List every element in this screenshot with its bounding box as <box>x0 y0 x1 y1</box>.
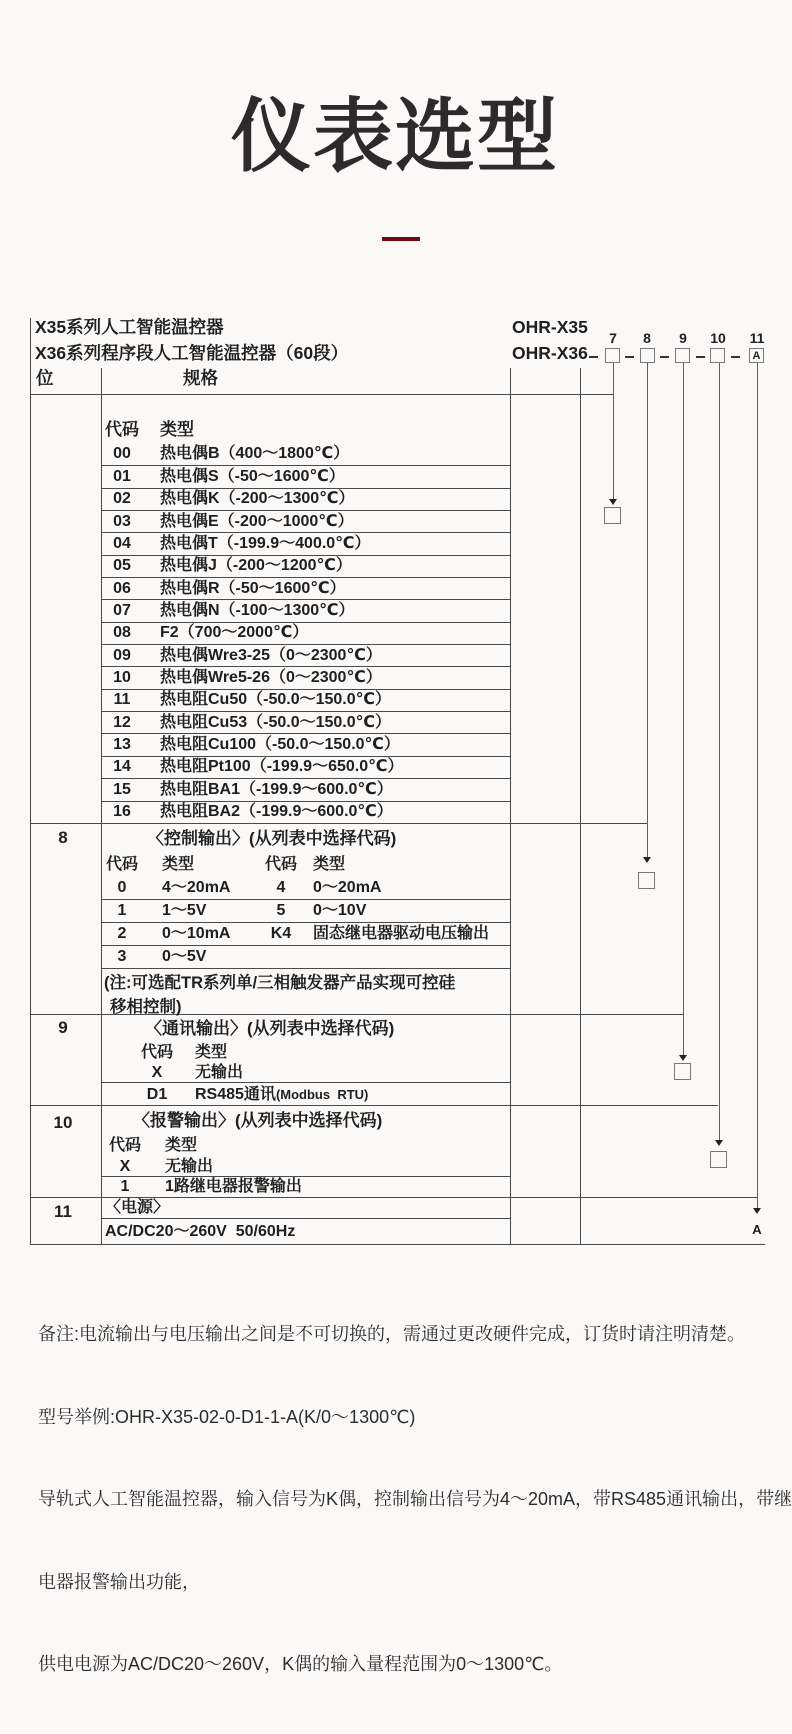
power-value: AC/DC20～260V 50/60Hz <box>105 1222 296 1240</box>
connector-line-9 <box>683 363 684 1055</box>
comm-type <box>195 1087 368 1103</box>
control-type: 0～10V <box>313 902 367 919</box>
model-box-11-suffix: A <box>749 348 764 363</box>
sensor-type: 热电阻Cu50（-50.0～150.0℃） <box>160 691 392 709</box>
table-extra-column-divider <box>580 368 581 1245</box>
sensor-type: 热电阻Cu53（-50.0～150.0℃） <box>160 713 392 731</box>
connector-line-11 <box>757 363 758 1208</box>
sensor-type: 热电偶Wre3-25（0～2300℃） <box>160 646 382 664</box>
sensor-type: 热电偶R（-50～1600℃） <box>160 579 346 597</box>
target-box-7 <box>604 507 621 524</box>
sensor-type: 热电偶K（-200～1300℃） <box>160 490 355 508</box>
arrow-down-icon <box>643 857 651 863</box>
table-row <box>101 900 510 923</box>
table-row <box>101 599 510 621</box>
table-header-divider <box>30 394 613 395</box>
sensor-type: 热电偶B（400～1800℃） <box>160 445 350 463</box>
control-rows <box>101 877 510 969</box>
control-type: 固态继电器驱动电压输出 <box>313 925 490 942</box>
comm-code: D1 <box>146 1085 168 1103</box>
control-code: 2 <box>117 925 127 942</box>
table-row <box>101 756 510 778</box>
table-row <box>101 555 510 577</box>
note-line: 备注:电流输出与电压输出之间是不可切换的，需通过更改硬件完成，订货时请注明清楚。 <box>38 1324 745 1344</box>
table-row <box>101 666 510 688</box>
sensor-type: 热电阻Pt100（-199.9～650.0℃） <box>160 758 404 776</box>
table-row <box>101 510 510 532</box>
power-suffix-letter: A <box>752 1222 762 1237</box>
spec-column-header: 规格 <box>183 368 218 388</box>
model-dash <box>660 356 669 358</box>
table-row <box>101 1157 510 1177</box>
note-line: 型号举例:OHR-X35-02-0-D1-1-A(K/0～1300℃) <box>38 1406 416 1427</box>
title-accent-dash <box>382 237 420 241</box>
comm-type: 无输出 <box>195 1064 244 1081</box>
sensor-code: 03 <box>113 512 131 530</box>
sensor-code: 04 <box>113 535 131 553</box>
connector-line-10 <box>719 363 720 1140</box>
sensor-code: 00 <box>113 445 131 463</box>
target-box-9 <box>674 1063 691 1080</box>
sensor-code: 16 <box>113 803 131 821</box>
type-header: 类型 <box>313 856 346 873</box>
code-header: 代码 <box>264 856 297 873</box>
sensor-code: 13 <box>113 736 131 754</box>
control-code: 1 <box>117 902 127 919</box>
alarm-code: 1 <box>120 1178 130 1195</box>
table-row <box>101 488 510 510</box>
control-code: 5 <box>276 902 286 919</box>
table-row <box>101 1064 510 1083</box>
sensor-type: 热电阻BA2（-199.9～600.0℃） <box>160 803 393 821</box>
target-box-10 <box>710 1151 727 1168</box>
model-box-10 <box>710 348 725 363</box>
code-header: 代码 <box>105 419 139 439</box>
control-note-line2: 移相控制) <box>110 998 182 1016</box>
arrow-down-icon <box>609 499 617 505</box>
footnotes <box>38 1266 792 1734</box>
table-row <box>101 801 510 823</box>
control-note-line1: (注:可选配TR系列单/三相触发器产品实现可控硅 <box>104 974 456 992</box>
comm-type-main: RS485通讯 <box>195 1085 276 1103</box>
table-row <box>101 946 510 969</box>
comm-type-protocol: (Modbus RTU) <box>275 1086 369 1102</box>
table-row <box>101 1083 510 1106</box>
section-title: 〈电源〉 <box>101 1197 510 1219</box>
connector-line-8 <box>647 363 648 857</box>
sensor-code: 11 <box>113 691 131 709</box>
control-output-section <box>101 823 510 1014</box>
sensor-code: 10 <box>113 669 131 687</box>
control-table-header <box>101 853 510 877</box>
alarm-code: X <box>119 1157 131 1175</box>
control-code: K4 <box>270 925 292 942</box>
model-dash <box>589 356 598 358</box>
code-header: 代码 <box>140 1044 173 1061</box>
sensor-code: 09 <box>113 646 131 664</box>
section-title: 〈报警输出〉(从列表中选择代码) <box>133 1111 383 1130</box>
sensor-type: 热电阻BA1（-199.9～600.0℃） <box>160 780 393 798</box>
sensor-code: 08 <box>113 624 131 642</box>
table-row <box>101 689 510 711</box>
sensor-type: 热电偶Wre5-26（0～2300℃） <box>160 669 382 687</box>
control-code: 0 <box>117 879 127 896</box>
digit-label-9: 9 <box>679 330 687 346</box>
table-spec-right-divider <box>510 368 511 1245</box>
model-box-7 <box>605 348 620 363</box>
control-type: 4～20mA <box>162 879 231 896</box>
sensor-type: F2（700～2000℃） <box>160 624 309 642</box>
sensor-code: 05 <box>113 557 131 575</box>
alarm-type: 无输出 <box>165 1157 214 1175</box>
sensor-rows <box>101 443 510 823</box>
digit-label-11: 11 <box>749 330 765 346</box>
table-row <box>101 923 510 946</box>
model-dash <box>625 356 634 358</box>
note-line: 导轨式人工智能温控器，输入信号为K偶，控制输出信号为4～20mA，带RS485通讯输出，带继 <box>38 1489 792 1509</box>
pos-column-header: 位 <box>36 368 54 388</box>
table-row <box>101 622 510 644</box>
table-row <box>101 443 510 465</box>
pos-number-8: 8 <box>58 828 68 847</box>
comm-table-header <box>101 1042 510 1064</box>
arrow-down-icon <box>715 1140 723 1146</box>
sensor-type: 热电阻Cu100（-50.0～150.0℃） <box>160 736 400 754</box>
table-row <box>101 465 510 487</box>
digit-label-8: 8 <box>643 330 651 346</box>
sensor-type: 热电偶T（-199.9～400.0℃） <box>160 535 371 553</box>
table-row <box>101 778 510 800</box>
note-line: 供电电源为AC/DC20～260V，K偶的输入量程范围为0～1300℃。 <box>38 1654 563 1674</box>
alarm-output-section <box>101 1106 510 1197</box>
type-header: 类型 <box>195 1044 228 1061</box>
digit-label-10: 10 <box>710 330 726 346</box>
comm-code: X <box>151 1064 163 1081</box>
sensor-code: 14 <box>113 758 131 776</box>
connector-line-7 <box>613 363 614 500</box>
sensor-type: 热电偶S（-50～1600℃） <box>160 468 345 486</box>
sensor-code: 07 <box>113 602 131 620</box>
sensor-type: 热电偶J（-200～1200℃） <box>160 557 352 575</box>
arrow-down-icon <box>753 1208 761 1214</box>
sensor-code: 12 <box>113 713 131 731</box>
sensor-code: 15 <box>113 780 131 798</box>
table-row <box>101 877 510 900</box>
table-row <box>101 644 510 666</box>
sensor-type: 热电偶E（-200～1000℃） <box>160 512 354 530</box>
model-dash <box>696 356 705 358</box>
table-row <box>101 577 510 599</box>
model-box-8 <box>640 348 655 363</box>
comm-output-section <box>101 1014 510 1106</box>
model-ohr-x35: OHR-X35 <box>512 317 588 337</box>
alarm-table-header <box>101 1135 510 1157</box>
page-title: 仪表选型 <box>231 92 559 181</box>
control-type: 0～10mA <box>162 925 231 942</box>
control-type: 1～5V <box>162 902 207 919</box>
sensor-type: 热电偶N（-100～1300℃） <box>160 602 355 620</box>
table-bottom-border <box>30 1244 765 1245</box>
model-box-9 <box>675 348 690 363</box>
control-type: 0～20mA <box>313 879 382 896</box>
code-header: 代码 <box>108 1137 141 1154</box>
sensor-table-header <box>101 415 510 443</box>
arrow-down-icon <box>679 1055 687 1061</box>
digit-label-7: 7 <box>609 330 617 346</box>
power-section <box>101 1197 510 1244</box>
section-title: 〈控制输出〉(从列表中选择代码) <box>147 828 397 848</box>
target-box-8 <box>638 872 655 889</box>
sensor-code-section <box>101 415 510 823</box>
table-row <box>101 532 510 554</box>
series-x36-label: X36系列程序段人工智能温控器（60段） <box>35 343 349 363</box>
type-header: 类型 <box>162 856 195 873</box>
pos-number-11: 11 <box>54 1202 72 1221</box>
table-row <box>101 733 510 755</box>
model-dash <box>731 356 740 358</box>
table-row <box>101 1177 510 1197</box>
series-x35-label: X35系列人工智能温控器 <box>35 317 224 337</box>
pos-number-10: 10 <box>53 1113 73 1132</box>
control-code: 3 <box>117 948 127 965</box>
control-code: 4 <box>276 879 286 896</box>
sensor-code: 02 <box>113 490 131 508</box>
section-title: 〈通讯输出〉(从列表中选择代码) <box>145 1018 395 1038</box>
table-row <box>101 711 510 733</box>
sensor-code: 01 <box>113 468 131 486</box>
sensor-code: 06 <box>113 579 131 597</box>
pos-number-9: 9 <box>58 1018 68 1037</box>
type-header: 类型 <box>160 419 194 439</box>
note-line: 电器报警输出功能， <box>38 1571 200 1592</box>
alarm-type: 1路继电器报警输出 <box>165 1178 302 1195</box>
model-ohr-x36: OHR-X36 <box>512 343 588 363</box>
code-header: 代码 <box>105 856 138 873</box>
control-type: 0～5V <box>162 948 207 965</box>
type-header: 类型 <box>165 1137 198 1154</box>
